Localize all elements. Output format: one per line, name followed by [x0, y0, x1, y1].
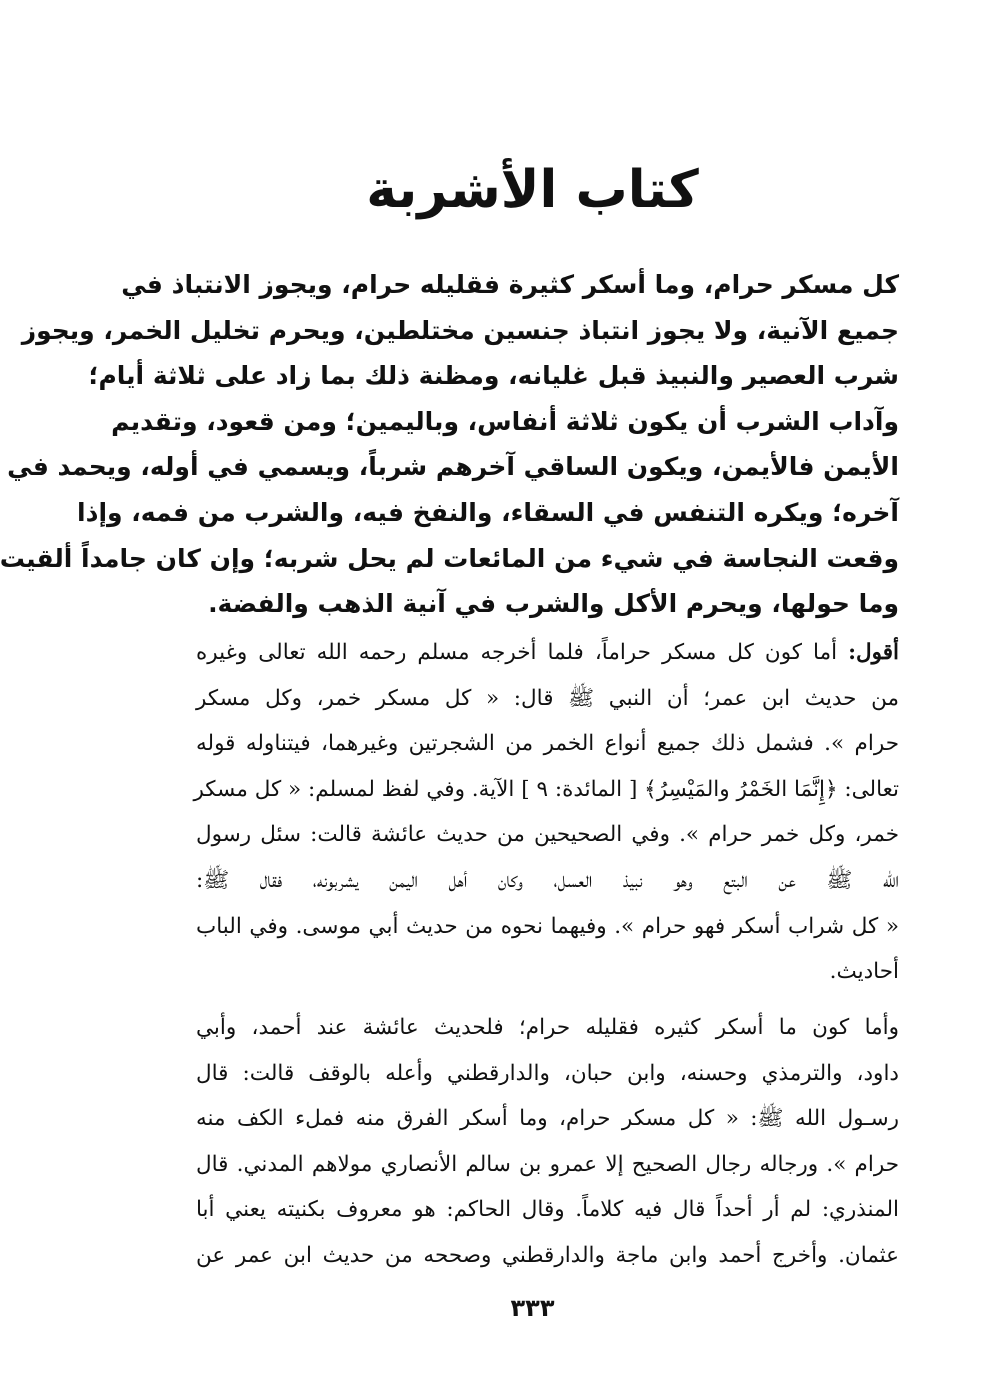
- commentary-line: داود، والترمذي وحسنه، وابن حبان، والدارقطني وأعله بالوقف قالت: قال: [196, 1060, 899, 1086]
- commentary-line: وأما كون ما أسكر كثيره فقليله حرام؛ فلحديث عائشة عند أحمد، وأبي: [196, 1015, 899, 1040]
- matn-line: وآداب الشرب أن يكون ثلاثة أنفاس، وباليمين؛ ومن قعود، وتقديم: [111, 406, 899, 436]
- matn-line: شرب العصير والنبيذ قبل غليانه، ومظنة ذلك بما زاد على ثلاثة أيام؛: [88, 361, 899, 391]
- commentary-line: حرام ». فشمل ذلك جميع أنواع الخمر من الشجرتين وغيرهما، فيتناوله قوله: [196, 731, 899, 757]
- commentary-line: عثمان. وأخرج أحمد وابن ماجة والدارقطني وصححه من حديث ابن عمر عن: [196, 1242, 899, 1268]
- chapter-title: كتاب الأشربة: [366, 160, 699, 220]
- matn-line: جميع الآنية، ولا يجوز انتباذ جنسين مختلطين، ويحرم تخليل الخمر، ويجوز: [21, 315, 899, 345]
- commentary-line: من حديث ابن عمر؛ أن النبي ﷺ قال: « كل مسكر خمر، وكل مسكر: [196, 685, 899, 711]
- commentary-line: أحاديث.: [829, 959, 899, 985]
- matn-line: كل مسكر حرام، وما أسكر كثيرة فقليله حرام، ويجوز الانتباذ في: [121, 270, 899, 299]
- commentary-line: المنذري: لم أر أحداً قال فيه كلاماً. وقال الحاكم: هو معروف بكنيته يعني أبا: [196, 1197, 899, 1223]
- commentary-line: حرام ». ورجاله رجال الصحيح إلا عمرو بن سالم الأنصاري مولاهم المدني. قال: [196, 1151, 899, 1177]
- commentary-lead-word: أقول:: [848, 640, 899, 665]
- matn-line: آخره؛ ويكره التنفس في السقاء، والنفخ فيه، والشرب من فمه، وإذا: [77, 497, 899, 527]
- commentary-line-text: أما كون كل مسكر حراماً، فلما أخرجه مسلم رحمه الله تعالى وغيره: [196, 640, 849, 665]
- commentary-paragraph-1: [193, 630, 899, 995]
- matn-text: [0, 262, 899, 627]
- commentary-paragraph-2: [196, 1005, 899, 1279]
- commentary-line: « كل شراب أسكر فهو حرام ». وفيهما نحوه من حديث أبي موسى. وفي الباب: [196, 913, 899, 939]
- commentary-line: الله ﷺ عن البتع وهو نبيذ العسل، وكان أهل اليمن يشربونه، فقال ﷺ:: [196, 867, 899, 893]
- matn-line: الأيمن فالأيمن، ويكون الساقي آخرهم شرباً، ويسمي في أوله، ويحمد في: [7, 452, 899, 482]
- commentary-line: رسـول الله ﷺ: « كل مسكر حرام، وما أسكر الفرق منه فملء الكف منه: [196, 1106, 899, 1132]
- page-number: ٣٣٣: [510, 1294, 555, 1322]
- commentary-line: خمر، وكل خمر حرام ». وفي الصحيحين من حديث عائشة قالت: سئل رسول: [196, 822, 899, 848]
- matn-line: وقعت النجاسة في شيء من المائعات لم يحل شربه؛ وإن كان جامداً ألقيت: [0, 543, 899, 573]
- commentary-line: [196, 630, 899, 676]
- matn-line: وما حولها، ويحرم الأكل والشرب في آنية الذهب والفضة.: [208, 589, 899, 619]
- commentary-line: تعالى: ﴿إِنَّمَا الخَمْرُ والمَيْسِرُ﴾ [ المائدة: ٩ ] الآية. وفي لفظ لمسلم: « كل مسكر: [193, 776, 899, 802]
